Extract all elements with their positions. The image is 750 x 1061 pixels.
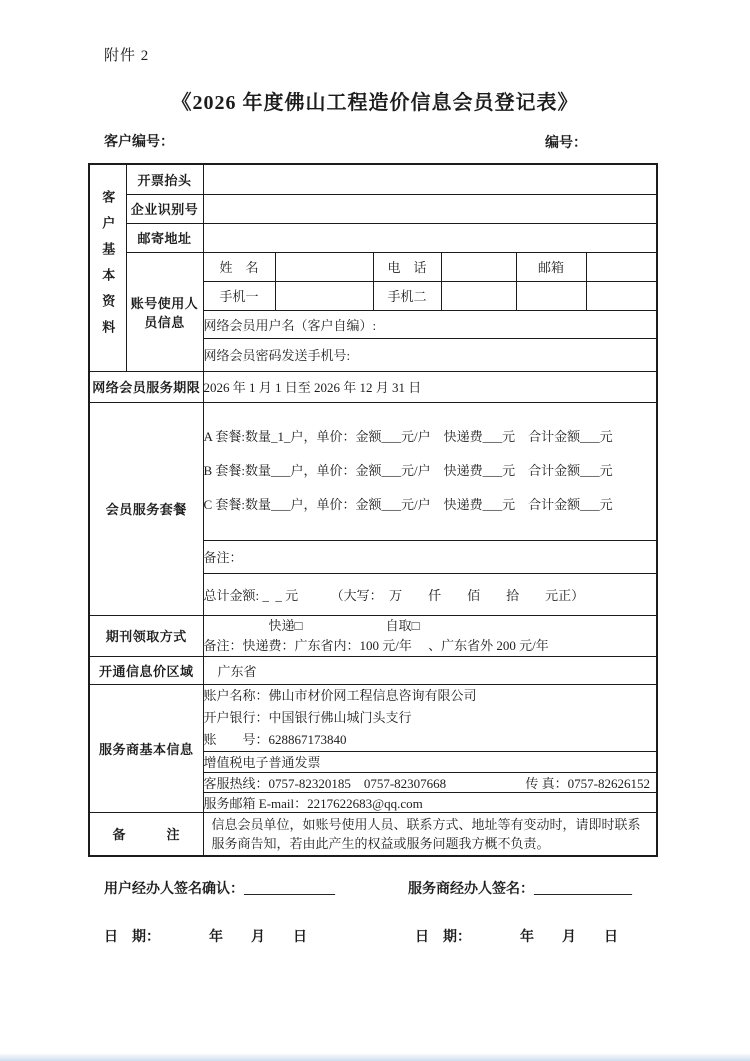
mobile1-label: 手机一	[203, 281, 275, 310]
section-customer-basic-info	[89, 164, 126, 371]
provider-section-label: 服务商基本信息	[89, 684, 203, 812]
page-title: 《2026 年度佛山工程造价信息会员登记表》	[171, 92, 579, 114]
package-section-label: 会员服务套餐	[89, 402, 203, 615]
phone-field	[441, 252, 516, 281]
package-a-line: A 套餐:数量_1_户，单价：金额___元/户 快递费___元 合计金额___元	[203, 429, 613, 444]
mobile2-label: 手机二	[373, 281, 441, 310]
provider-hotline: 客服热线：0757-82320185 0757-82307668	[203, 775, 447, 791]
journal-method-label: 期刊领取方式	[89, 615, 203, 656]
package-c-line: C 套餐:数量___户，单价：金额___元/户 快递费___元 合计金额___元	[203, 497, 613, 512]
service-period-label: 网络会员服务期限	[89, 371, 203, 402]
provider-account-name: 账户名称：佛山市材价网工程信息咨询有限公司	[203, 687, 477, 703]
invoice-title-field	[203, 164, 657, 194]
blank-cell	[516, 281, 586, 310]
provider-email: 服务邮箱 E-mail：2217622683@qq.com	[203, 792, 657, 812]
customer-no-label: 客户编号：	[104, 135, 174, 150]
remark-cell	[203, 812, 657, 856]
enterprise-id-field	[203, 194, 657, 223]
express-checkbox-option: 快递□	[268, 617, 303, 633]
customer-section-vertical-label: 客户基本资料	[100, 189, 116, 346]
provider-date-line: 日 期： 年 月 日	[415, 930, 618, 945]
self-pickup-checkbox-option: 自取□	[385, 617, 420, 633]
enterprise-id-label: 企业识别号	[126, 194, 203, 223]
region-label: 开通信息价区域	[89, 656, 203, 684]
member-username-field: 网络会员用户名（客户自编）:	[203, 310, 657, 338]
journal-method-cell	[203, 615, 657, 656]
journal-fee-note: 备注：快递费：广东省内：100 元/年 、广东省外 200 元/年	[203, 637, 549, 653]
mailing-address-label: 邮寄地址	[126, 223, 203, 252]
mobile2-field	[441, 281, 516, 310]
name-field	[275, 252, 373, 281]
region-value: 广东省	[203, 656, 657, 684]
total-amount-line: 总计金额: _ _ 元 （大写： 万 仟 佰 拾 元正）	[203, 573, 657, 615]
service-period-value: 2026 年 1 月 1 日至 2026 年 12 月 31 日	[203, 371, 657, 402]
provider-bank-cell	[203, 684, 657, 751]
package-note-field: 备注：	[203, 540, 657, 573]
mailing-address-field	[203, 223, 657, 252]
email-field	[586, 252, 657, 281]
remark-text: 信息会员单位，如账号使用人员、联系方式、地址等有变动时，请即时联系服务商告知，若由此产生的权益或服务问题我方概不负责。	[211, 816, 641, 851]
member-password-phone-field: 网络会员密码发送手机号:	[203, 338, 657, 371]
serial-no-label: 编号：	[545, 136, 587, 151]
user-signature-line: 用户经办人签名确认：_____________	[104, 882, 335, 897]
provider-invoice-type: 增值税电子普通发票	[203, 751, 657, 772]
provider-signature-line: 服务商经办人签名：______________	[408, 882, 632, 897]
package-b-line: B 套餐:数量___户，单价：金额___元/户 快递费___元 合计金额___元	[203, 463, 613, 478]
name-label: 姓 名	[203, 252, 275, 281]
user-date-line: 日 期： 年 月 日	[104, 930, 307, 945]
page-bottom-edge	[0, 1053, 750, 1061]
phone-label: 电 话	[373, 252, 441, 281]
provider-fax: 传 真：0757-82626152	[525, 775, 650, 791]
provider-hotline-cell	[203, 772, 657, 792]
invoice-title-label: 开票抬头	[126, 164, 203, 194]
mobile1-field	[275, 281, 373, 310]
package-options-cell	[203, 402, 657, 540]
remark-label: 备 注	[89, 812, 203, 856]
account-user-info-label: 账号使用人员信息	[126, 252, 203, 371]
email-label: 邮箱	[516, 252, 586, 281]
provider-account-no: 账 号：628867173840	[203, 731, 347, 747]
journal-options-line	[204, 616, 657, 636]
attachment-label: 附件 2	[104, 48, 150, 64]
registration-form-table	[88, 163, 658, 857]
provider-bank: 开户银行：中国银行佛山城门头支行	[203, 709, 412, 725]
blank-cell	[586, 281, 657, 310]
